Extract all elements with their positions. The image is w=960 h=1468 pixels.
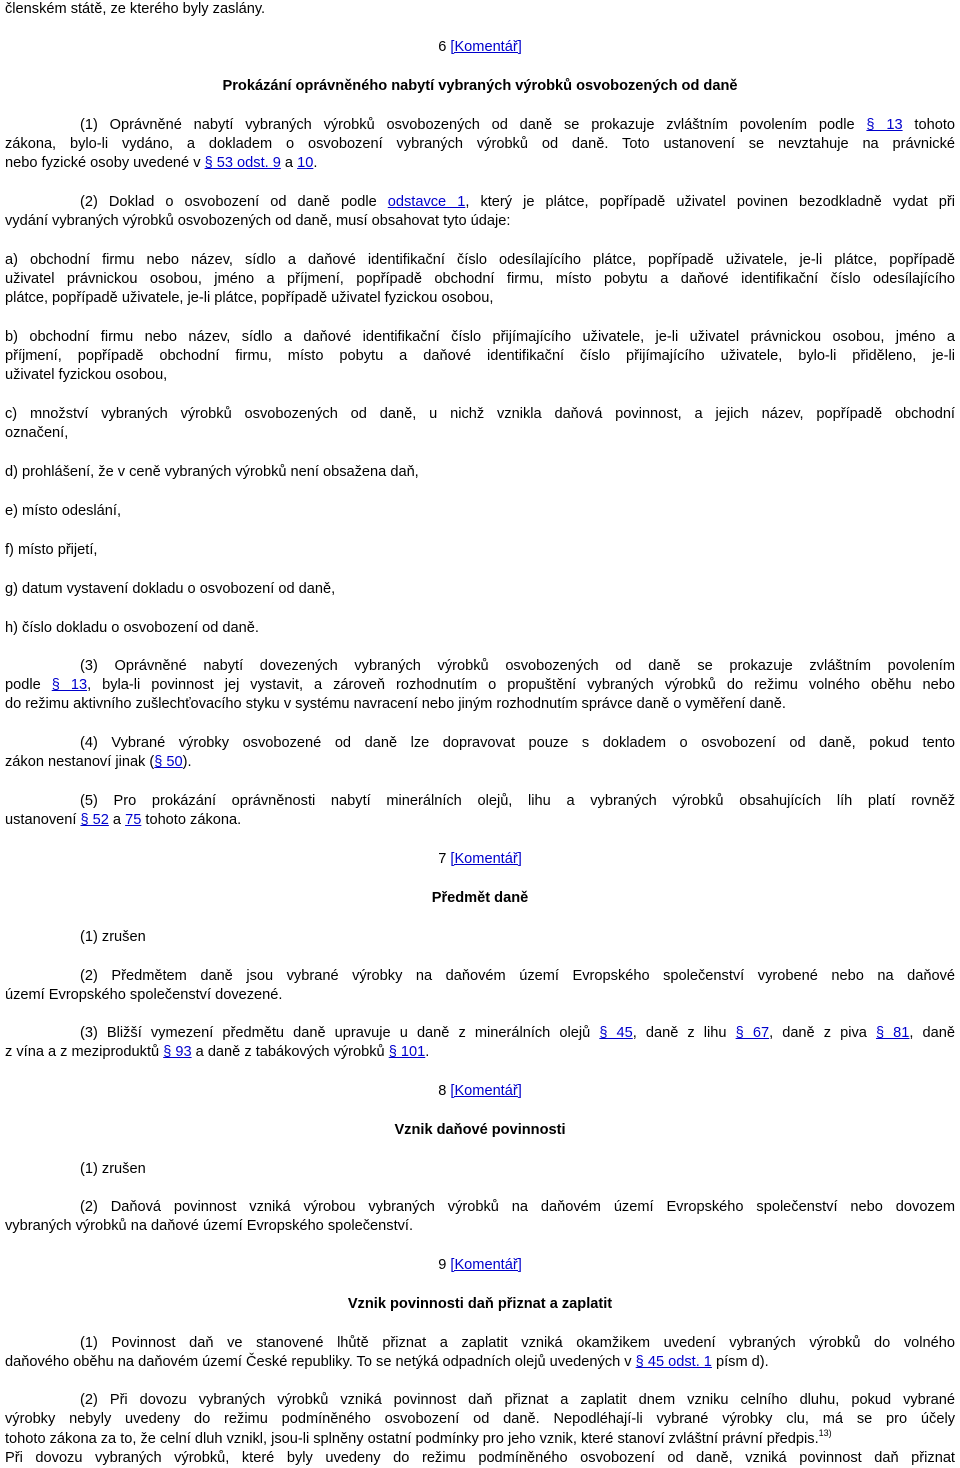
section-title-9: Vznik povinnosti daň přiznat a zaplatit <box>347 1296 613 1312</box>
list-item-line: e) místo odeslání, <box>5 503 121 519</box>
section-number: 6 <box>438 39 447 55</box>
list-item-line: h) číslo dokladu o osvobození od daně. <box>5 620 259 636</box>
paragraph-line: Při dovozu vybraných výrobků, které byly uvedeny do režimu podmíněného osvobození od daně, vzniká povinnost daň přiznat <box>5 1450 955 1466</box>
paragraph-line: (2) Předmětem daně jsou vybrané výrobky na daňovém území Evropského společenství vyrobené nebo na daňové <box>80 968 955 984</box>
list-item-line: f) místo přijetí, <box>5 542 98 558</box>
law-section-link[interactable]: § 67 <box>735 1025 770 1041</box>
paragraph-line: daňového oběhu na daňovém území České republiky. To se netýká odpadních olejů uvedených v § 45 odst. 1 písm d). <box>5 1354 769 1370</box>
law-section-link[interactable]: § 45 <box>599 1025 633 1041</box>
section-title-6: Prokázání oprávněného nabytí vybraných výrobků osvobozených od daně <box>222 78 738 94</box>
law-section-link[interactable]: 10 <box>297 155 314 171</box>
list-item-line: b) obchodní firmu nebo název, sídlo a daňové identifikační číslo přijímajícího uživatele, je-li uživatel právnickou osobou, jméno a <box>5 329 955 345</box>
law-section-link[interactable]: § 50 <box>154 754 183 770</box>
law-section-link[interactable]: § 13 <box>866 117 903 133</box>
section-title-7: Předmět daně <box>431 890 529 906</box>
list-item-line: uživatel fyzickou osobou, <box>5 367 168 383</box>
list-item-line: příjmení, popřípadě obchodní firmu, místo pobytu a daňové identifikační číslo přijímajícího uživatele, bylo-li přiděleno, je-li <box>5 348 955 364</box>
law-section-link[interactable]: § 53 odst. 9 <box>204 155 281 171</box>
paragraph-line: (1) zrušen <box>80 1161 146 1177</box>
paragraph-line: zákon nestanoví jinak (§ 50). <box>5 754 192 770</box>
section-heading-6 <box>0 38 960 57</box>
paragraph-line: (2) Doklad o osvobození od daně podle odstavce 1, který je plátce, popřípadě uživatel povinen bezodkladně vydat při <box>80 194 955 210</box>
law-section-link[interactable]: § 101 <box>388 1044 426 1060</box>
list-item-line: a) obchodní firmu nebo název, sídlo a daňové identifikační číslo odesílajícího plátce, popřípadě uživatele, je-li plátce, popřípadě <box>5 252 955 268</box>
paragraph-line: podle § 13, byla-li povinnost jej vystavit, a zároveň rozhodnutím o propuštění vybraných výrobků do režimu volného oběhu nebo <box>5 677 956 693</box>
law-section-link[interactable]: § 45 odst. 1 <box>635 1354 712 1370</box>
paragraph-link[interactable]: odstavce 1 <box>387 194 466 210</box>
paragraph-line: vybraných výrobků na daňové území Evropského společenství. <box>5 1218 414 1234</box>
paragraph-line: z vína a z meziproduktů § 93 a daně z tabákových výrobků § 101. <box>5 1044 430 1060</box>
law-section-link[interactable]: § 13 <box>51 677 88 693</box>
section-number: 7 <box>438 851 447 867</box>
section-title-8: Vznik daňové povinnosti <box>394 1122 566 1138</box>
comment-link[interactable]: [Komentář] <box>450 1257 522 1273</box>
list-item-line: d) prohlášení, že v ceně vybraných výrobků není obsažena daň, <box>5 464 419 480</box>
paragraph-line: tohoto zákona za to, že celní dluh vznikl, jsou-li splněny ostatní podmínky pro jeho vznik, které stanoví zvláštní právní předpis.$^{13)}$ <box>5 1428 832 1447</box>
section-number: 9 <box>438 1257 447 1273</box>
paragraph-line: (4) Vybrané výrobky osvobozené od daně lze dopravovat pouze s dokladem o osvobození od daně, pokud tento <box>80 735 955 751</box>
paragraph-line: vydání vybraných výrobků osvobozených od daně, musí obsahovat tyto údaje: <box>5 213 511 229</box>
comment-link[interactable]: [Komentář] <box>450 1083 522 1099</box>
paragraph-line: ustanovení § 52 a 75 tohoto zákona. <box>5 812 242 828</box>
paragraph-line: (2) Daňová povinnost vzniká výrobou vybraných výrobků na daňovém území Evropského společenství nebo dovozem <box>80 1199 955 1215</box>
paragraph-line: (1) zrušen <box>80 929 146 945</box>
list-item-line: uživatel právnickou osobou, jméno a příjmení, popřípadě obchodní firmu, místo pobytu a daňové identifikační číslo odesílajícího <box>5 271 955 287</box>
paragraph-line: území Evropského společenství dovezené. <box>5 987 283 1003</box>
comment-link[interactable]: [Komentář] <box>450 39 522 55</box>
paragraph-line: (3) Oprávněné nabytí dovezených vybraných výrobků osvobozených od daně se prokazuje zvláštním povolením <box>80 658 955 674</box>
paragraph-line: do režimu aktivního zušlechťovacího styku v systému navracení nebo jiným rozhodnutím správce daně o vyměření daně. <box>5 696 786 712</box>
section-heading-9 <box>0 1256 960 1275</box>
paragraph-line: výrobky nebyly uvedeny do režimu podmíněného osvobození od daně. Nepodléhají-li vybrané výrobky clu, má se pro účely <box>5 1411 955 1427</box>
comment-link[interactable]: [Komentář] <box>450 851 522 867</box>
list-item-line: g) datum vystavení dokladu o osvobození od daně, <box>5 581 336 597</box>
section-heading-7 <box>0 850 960 869</box>
continuation-text: členském státě, ze kterého byly zaslány. <box>5 1 266 17</box>
section-number: 8 <box>438 1083 447 1099</box>
law-section-link[interactable]: § 52 <box>80 812 109 828</box>
paragraph-line: nebo fyzické osoby uvedené v § 53 odst. 9 a 10. <box>5 155 318 171</box>
list-item-line: c) množství vybraných výrobků osvobozených od daně, u nichž vznikla daňová povinnost, a jejich název, popřípadě obchodní <box>5 406 955 422</box>
paragraph-line: (2) Při dovozu vybraných výrobků vzniká povinnost daň přiznat a zaplatit dnem vzniku celního dluhu, pokud vybrané <box>80 1392 955 1408</box>
paragraph-line: (5) Pro prokázání oprávněnosti nabytí minerálních olejů, lihu a vybraných výrobků obsahujících líh platí rovněž <box>80 793 955 809</box>
list-item-line: označení, <box>5 425 69 441</box>
paragraph-line: zákona, bylo-li vydáno, a dokladem o osvobození vybraných výrobků od daně. Toto ustanovení se nevztahuje na právnické <box>5 136 955 152</box>
paragraph-line: (1) Povinnost daň ve stanovené lhůtě přiznat a zaplatit vzniká okamžikem uvedení vybraných výrobků do volného <box>80 1335 955 1351</box>
law-section-link[interactable]: 75 <box>125 812 142 828</box>
section-heading-8 <box>0 1082 960 1101</box>
law-section-link[interactable]: § 93 <box>163 1044 192 1060</box>
list-item-line: plátce, popřípadě uživatele, je-li plátce, popřípadě uživatel fyzickou osobou, <box>5 290 494 306</box>
paragraph-line: (3) Bližší vymezení předmětu daně upravuje u daně z minerálních olejů § 45, daně z lihu § 67, daně z piva § 81, daně <box>80 1025 956 1041</box>
footnote-reference: 13) <box>818 1428 832 1438</box>
law-section-link[interactable]: § 81 <box>875 1025 910 1041</box>
paragraph-line: (1) Oprávněné nabytí vybraných výrobků osvobozených od daně se prokazuje zvláštním povolením podle § 13 tohoto <box>80 117 955 133</box>
text-line <box>5 0 955 19</box>
